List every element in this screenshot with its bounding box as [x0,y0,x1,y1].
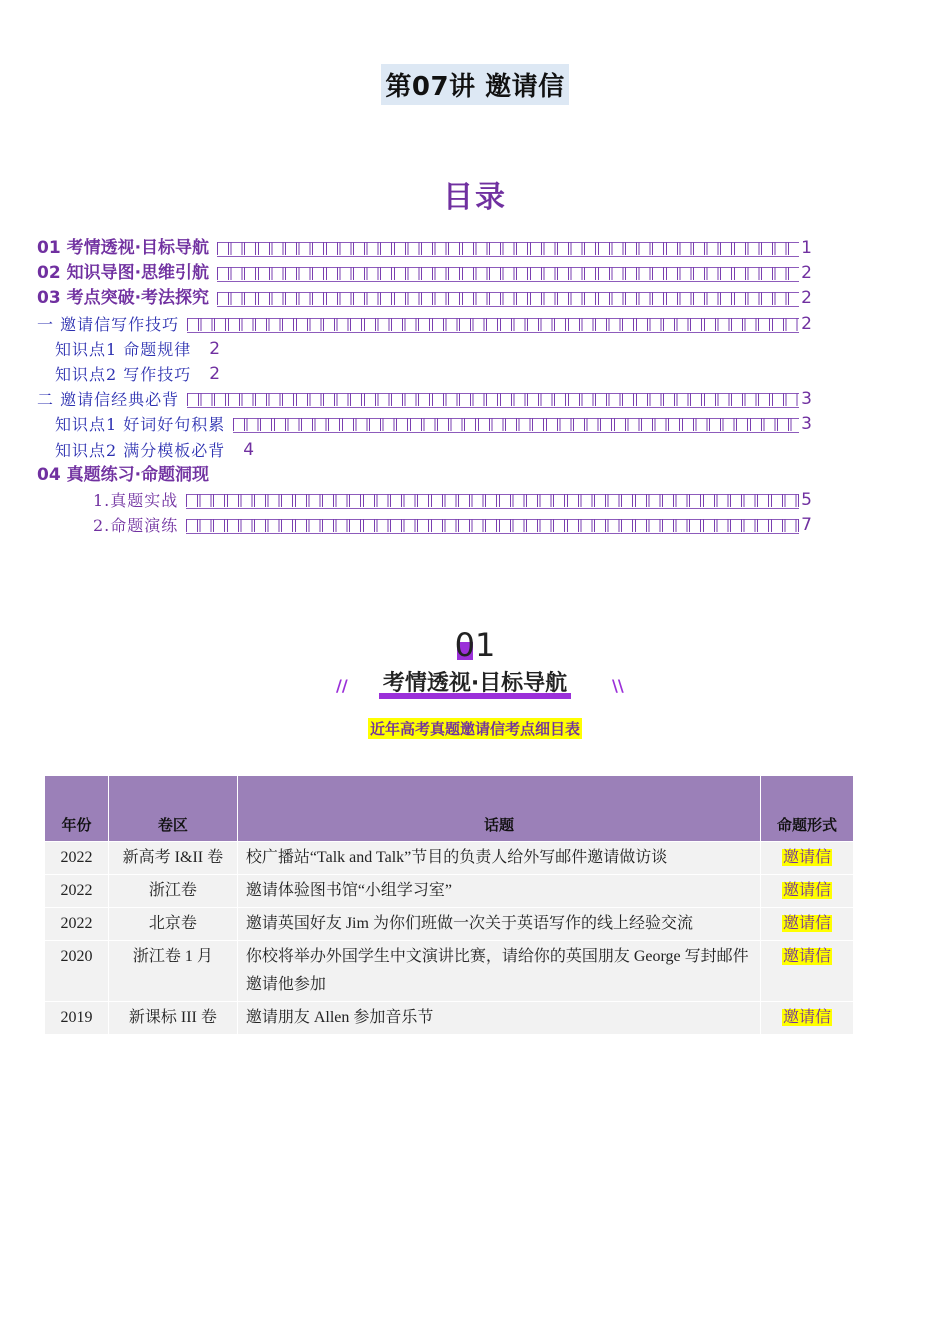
header-region: 卷区 [108,776,237,842]
section-title-wrapper [0,666,950,697]
toc-entry-label: 知识点2 写作技巧 [55,364,192,384]
toc-entry[interactable] [37,412,812,437]
cell-form [761,1002,854,1035]
toc-entry-label: 一 邀请信写作技巧 [37,314,180,334]
toc-entry-page: 2 [209,363,221,384]
toc-entry-page: 3 [801,414,812,435]
cell-topic: 邀请体验图书馆“小组学习室” [237,875,760,908]
cell-topic: 你校将举办外国学生中文演讲比赛，请给你的英国朋友 George 写封邮件邀请他参加 [237,941,760,1002]
toc-leader-dots [217,261,799,286]
toc-entry-page: 2 [801,313,812,334]
header-topic: 话题 [237,776,760,842]
form-highlight: 邀请信 [783,849,832,866]
table-row [45,908,854,941]
toc-entry-page: 2 [801,288,812,309]
header-form: 命题形式 [761,776,854,842]
toc-entry[interactable] [37,286,812,311]
cell-year: 2020 [45,941,109,1002]
section-slash-right: \\ [612,676,624,695]
toc-entry-label: 04 真题练习·命题洞现 [37,464,210,485]
table-header-row [45,776,854,842]
form-highlight: 邀请信 [783,1009,832,1026]
section-title [379,666,571,697]
toc-leader-dots [233,412,799,437]
toc-entry-page: 5 [801,489,812,510]
toc-entry-page: 3 [801,389,812,410]
toc-leader-dots [186,513,799,538]
toc-entry-label: 02 知识导图·思维引航 [37,263,210,284]
cell-region: 北京卷 [108,908,237,941]
toc-entry-label: 2.命题演练 [93,516,179,536]
cell-topic: 校广播站“Talk and Talk”节目的负责人给外写邮件邀请做访谈 [237,842,760,875]
toc-leader-dots [186,488,799,513]
cell-form [761,875,854,908]
table-row [45,875,854,908]
toc-heading: 目录 [443,180,507,215]
toc-leader-dots [187,312,799,337]
table-row [45,842,854,875]
toc-entry-label: 知识点1 好词好句积累 [55,415,226,435]
form-highlight: 邀请信 [783,948,832,965]
toc-entry-page: 2 [801,263,812,284]
table-caption-wrapper [0,718,950,739]
cell-year: 2022 [45,908,109,941]
cell-topic: 邀请英国好友 Jim 为你们班做一次关于英语写作的线上经验交流 [237,908,760,941]
toc-entry-label: 1.真题实战 [93,490,179,510]
cell-form [761,842,854,875]
toc-entry-label: 知识点1 命题规律 [55,339,192,359]
exam-topics-table [44,775,854,1035]
cell-year: 2022 [45,875,109,908]
toc-entry[interactable] [37,337,812,362]
toc-entry[interactable] [37,362,812,387]
toc-leader-dots [217,286,799,311]
toc-entry-page: 4 [243,439,255,460]
toc-entry[interactable] [37,312,812,337]
cell-region: 新课标 III 卷 [108,1002,237,1035]
cell-topic: 邀请朋友 Allen 参加音乐节 [237,1002,760,1035]
table-caption: 近年高考真题邀请信考点细目表 [369,720,580,738]
section-number: 01 [454,626,496,664]
cell-region: 新高考 I&II 卷 [108,842,237,875]
toc-entry-page: 1 [801,238,812,258]
toc-entry[interactable] [37,488,812,513]
table-row [45,1002,854,1035]
cell-region: 浙江卷 [108,875,237,908]
title-wrapper [0,64,950,105]
toc-entry-page: 7 [801,515,812,536]
section-title-text: 考情透视·目标导航 [382,671,568,696]
toc-entry-label: 03 考点突破·考法探究 [37,288,210,309]
section-slash-left: // [336,676,348,695]
cell-year: 2022 [45,842,109,875]
cell-region: 浙江卷 1 月 [108,941,237,1002]
cell-form [761,908,854,941]
toc-entry-label: 二 邀请信经典必背 [37,390,180,410]
cell-form [761,941,854,1002]
form-highlight: 邀请信 [783,882,832,899]
toc-entry[interactable] [37,438,812,463]
toc-leader-dots [187,387,799,412]
toc-entry[interactable] [37,513,812,538]
table-of-contents [37,236,812,538]
toc-entry[interactable] [37,236,812,261]
header-year: 年份 [45,776,109,842]
toc-entry[interactable] [37,261,812,286]
cell-year: 2019 [45,1002,109,1035]
toc-entry-label: 01 考情透视·目标导航 [37,238,210,258]
form-highlight: 邀请信 [783,915,832,932]
toc-entry[interactable] [37,463,812,488]
toc-entry-page: 2 [209,338,221,359]
page-title: 第07讲 邀请信 [381,64,568,105]
toc-entry-label: 知识点2 满分模板必背 [55,440,226,460]
table-row [45,941,854,1002]
toc-leader-dots [217,236,799,261]
toc-entry[interactable] [37,387,812,412]
